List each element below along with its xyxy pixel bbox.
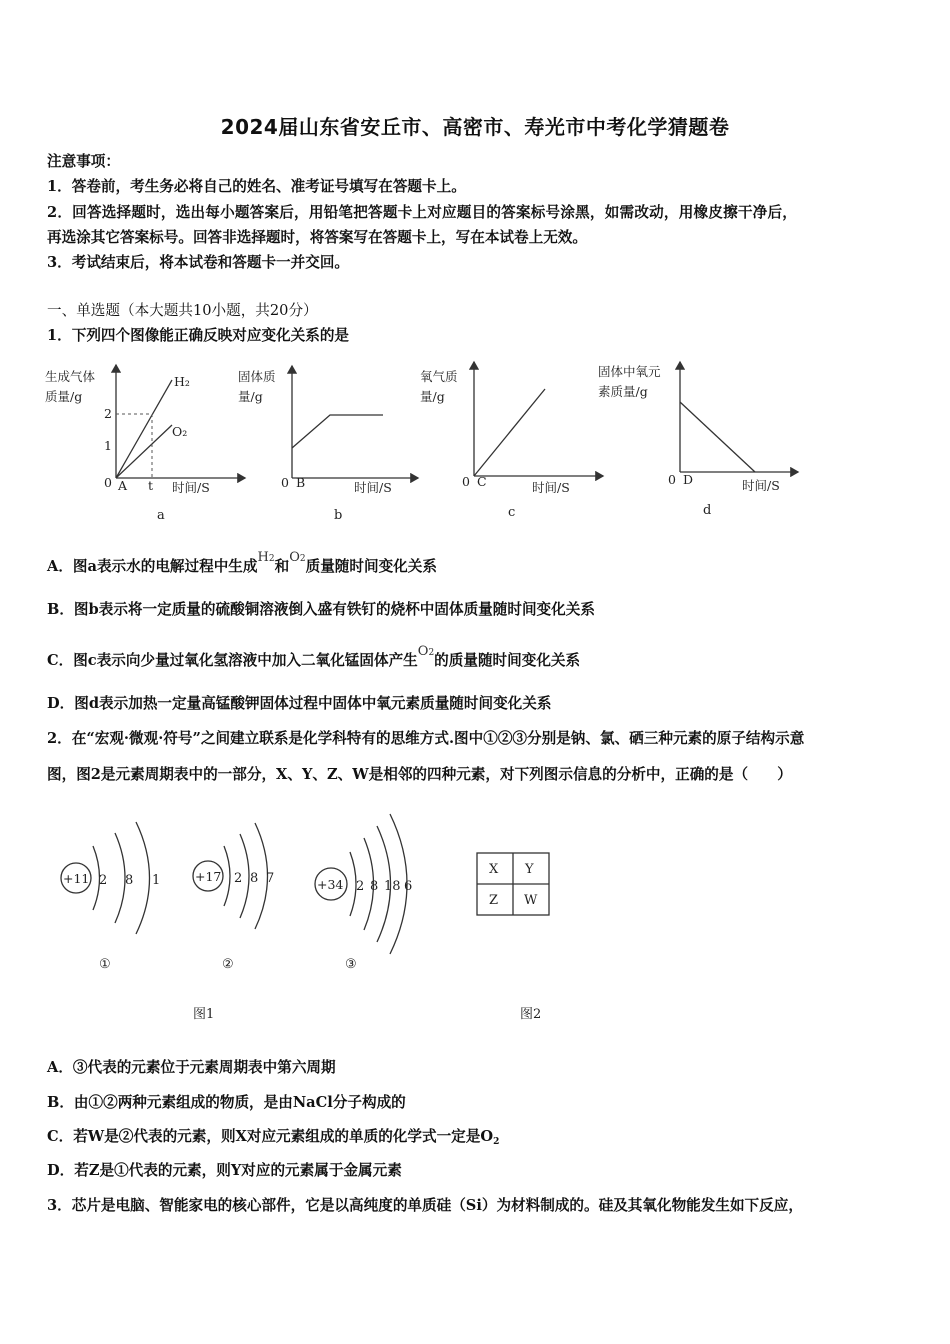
graph-b-xlabel: 时间/S xyxy=(354,480,392,495)
q3-stem: 3．芯片是电脑、智能家电的核心部件，它是以高纯度的单质硅（Si）为材料制成的。硅及其氧化物能发生如下反应， xyxy=(47,1197,803,1214)
page-title: 2024届山东省安丘市、高密市、寿光市中考化学猜题卷 xyxy=(220,115,730,139)
graph-a-h2-line xyxy=(116,380,172,478)
table-cell-z: Z xyxy=(489,893,499,908)
atom-1-nucleus-charge: +11 xyxy=(63,871,90,886)
graph-b xyxy=(238,366,418,523)
atom-2-electron-2: 8 xyxy=(250,871,259,886)
graph-c-xlabel: 时间/S xyxy=(532,480,570,495)
atom-3-diagram xyxy=(315,814,412,972)
graph-b-ylabel1: 固体质 xyxy=(238,369,276,384)
graph-c-line xyxy=(474,389,545,476)
graph-a-xlabel: 时间/S xyxy=(172,480,210,495)
atom-1-electron-3: 1 xyxy=(152,873,161,888)
atom-1-electron-1: 2 xyxy=(99,873,108,888)
graph-a-ylabel2: 质量/g xyxy=(45,389,83,404)
graph-a-ylabel1: 生成气体 xyxy=(45,369,96,384)
graph-a-tick-2: 2 xyxy=(104,406,112,421)
q2-stem-line1: 2．在“宏观·微观·符号”之间建立联系是化学科特有的思维方式.图中①②③分别是钠、氯、硒三种元素的原子结构示意 xyxy=(47,730,805,747)
graph-c-caption: c xyxy=(508,505,516,520)
graph-c-ylabel2: 量/g xyxy=(420,389,445,404)
q2-option-c: C．若W是②代表的元素，则X对应元素组成的单质的化学式一定是$O_2$ xyxy=(47,1128,500,1147)
graph-a xyxy=(45,365,245,523)
atom-2-shell-1 xyxy=(224,846,230,906)
graph-c-origin: 0 xyxy=(462,474,470,489)
periodic-table-fragment xyxy=(477,853,549,915)
graph-b-ylabel2: 量/g xyxy=(238,389,263,404)
q1-option-c: C．图c表示向少量过氧化氢溶液中加入二氧化锰固体产生$O^2$的质量随时间变化关系 xyxy=(47,643,581,669)
q2-stem-line2: 图，图2是元素周期表中的一部分，X、Y、Z、W是相邻的四种元素，对下列图示信息的分析中，正确的是（ ） xyxy=(47,766,792,783)
atom-2-diagram xyxy=(193,823,274,972)
atom-3-electron-3: 18 xyxy=(384,879,401,894)
graph-d-caption: d xyxy=(703,503,712,518)
atom-1-diagram xyxy=(61,822,160,972)
atom-2-electron-3: 7 xyxy=(266,871,275,886)
q1-stem: 1．下列四个图像能正确反映对应变化关系的是 xyxy=(47,327,350,344)
atom-1-label: ① xyxy=(99,957,111,972)
atom-2-nucleus-charge: +17 xyxy=(195,869,222,884)
graph-c-ylabel1: 氧气质 xyxy=(420,369,458,384)
graph-c-point: C xyxy=(477,474,487,489)
atom-1-shell-3 xyxy=(136,822,150,934)
q1-option-b: B．图b表示将一定质量的硫酸铜溶液倒入盛有铁钉的烧杯中固体质量随时间变化关系 xyxy=(47,601,595,618)
notice-item-2-cont: 再选涂其它答案标号。回答非选择题时，将答案写在答题卡上，写在本试卷上无效。 xyxy=(47,229,587,246)
notice-item-1: 1．答卷前，考生务必将自己的姓名、准考证号填写在答题卡上。 xyxy=(47,178,466,195)
graph-b-origin: 0 xyxy=(281,475,289,490)
graph-a-o2-line xyxy=(116,425,172,478)
atom-3-electron-2: 8 xyxy=(370,879,379,894)
atom-3-label: ③ xyxy=(345,957,357,972)
graph-a-origin: 0 xyxy=(104,475,112,490)
graph-b-curve xyxy=(292,415,383,448)
graph-d-point: D xyxy=(683,472,694,487)
graph-b-point: B xyxy=(296,475,306,490)
graph-b-caption: b xyxy=(334,508,343,523)
graph-a-tick-1: 1 xyxy=(104,438,112,453)
graph-a-caption: a xyxy=(157,508,165,523)
notice-item-2: 2．回答选择题时，选出每小题答案后，用铅笔把答题卡上对应题目的答案标号涂黑，如需改动，用橡皮擦干净后， xyxy=(47,204,798,221)
graph-c xyxy=(420,362,603,520)
graph-a-o2: O₂ xyxy=(172,424,188,439)
graph-a-t: t xyxy=(148,478,154,493)
q2-option-a: A．③代表的元素位于元素周期表中第六周期 xyxy=(47,1059,336,1076)
atom-2-electron-1: 2 xyxy=(234,871,243,886)
atom-1-shell-2 xyxy=(115,833,125,923)
graph-d-ylabel2: 素质量/g xyxy=(598,384,648,399)
atom-3-electron-1: 2 xyxy=(356,879,365,894)
q1-option-d: D．图d表示加热一定量高锰酸钾固体过程中固体中氧元素质量随时间变化关系 xyxy=(47,695,552,712)
figure-1-caption: 图1 xyxy=(193,1007,215,1022)
notice-heading: 注意事项： xyxy=(47,153,120,170)
notice-item-3: 3．考试结束后，将本试卷和答题卡一并交回。 xyxy=(47,254,350,271)
graph-a-point: A xyxy=(118,478,128,493)
section-heading: 一、单选题（本大题共10小题，共20分） xyxy=(47,302,318,319)
graph-d-line xyxy=(680,402,755,472)
q1-option-a: A．图a表示水的电解过程中生成$H^2$和$O^2$质量随时间变化关系 xyxy=(47,549,437,575)
q2-option-d: D．若Z是①代表的元素，则Y对应的元素属于金属元素 xyxy=(47,1162,402,1179)
graph-d-xlabel: 时间/S xyxy=(742,478,780,493)
atom-3-nucleus-charge: +34 xyxy=(317,877,344,892)
atom-1-electron-2: 8 xyxy=(125,873,134,888)
table-cell-y: Y xyxy=(525,862,534,877)
atom-2-label: ② xyxy=(222,957,234,972)
figure-2-caption: 图2 xyxy=(520,1007,542,1022)
table-cell-x: X xyxy=(489,862,499,877)
table-cell-w: W xyxy=(524,893,538,908)
q2-option-b: B．由①②两种元素组成的物质，是由NaCl分子构成的 xyxy=(47,1094,406,1111)
graph-a-h2: H₂ xyxy=(174,374,190,389)
graph-d-origin: 0 xyxy=(668,472,676,487)
graph-d-ylabel1: 固体中氧元 xyxy=(598,364,661,379)
atom-3-electron-4: 6 xyxy=(404,879,413,894)
graph-d xyxy=(598,362,798,518)
